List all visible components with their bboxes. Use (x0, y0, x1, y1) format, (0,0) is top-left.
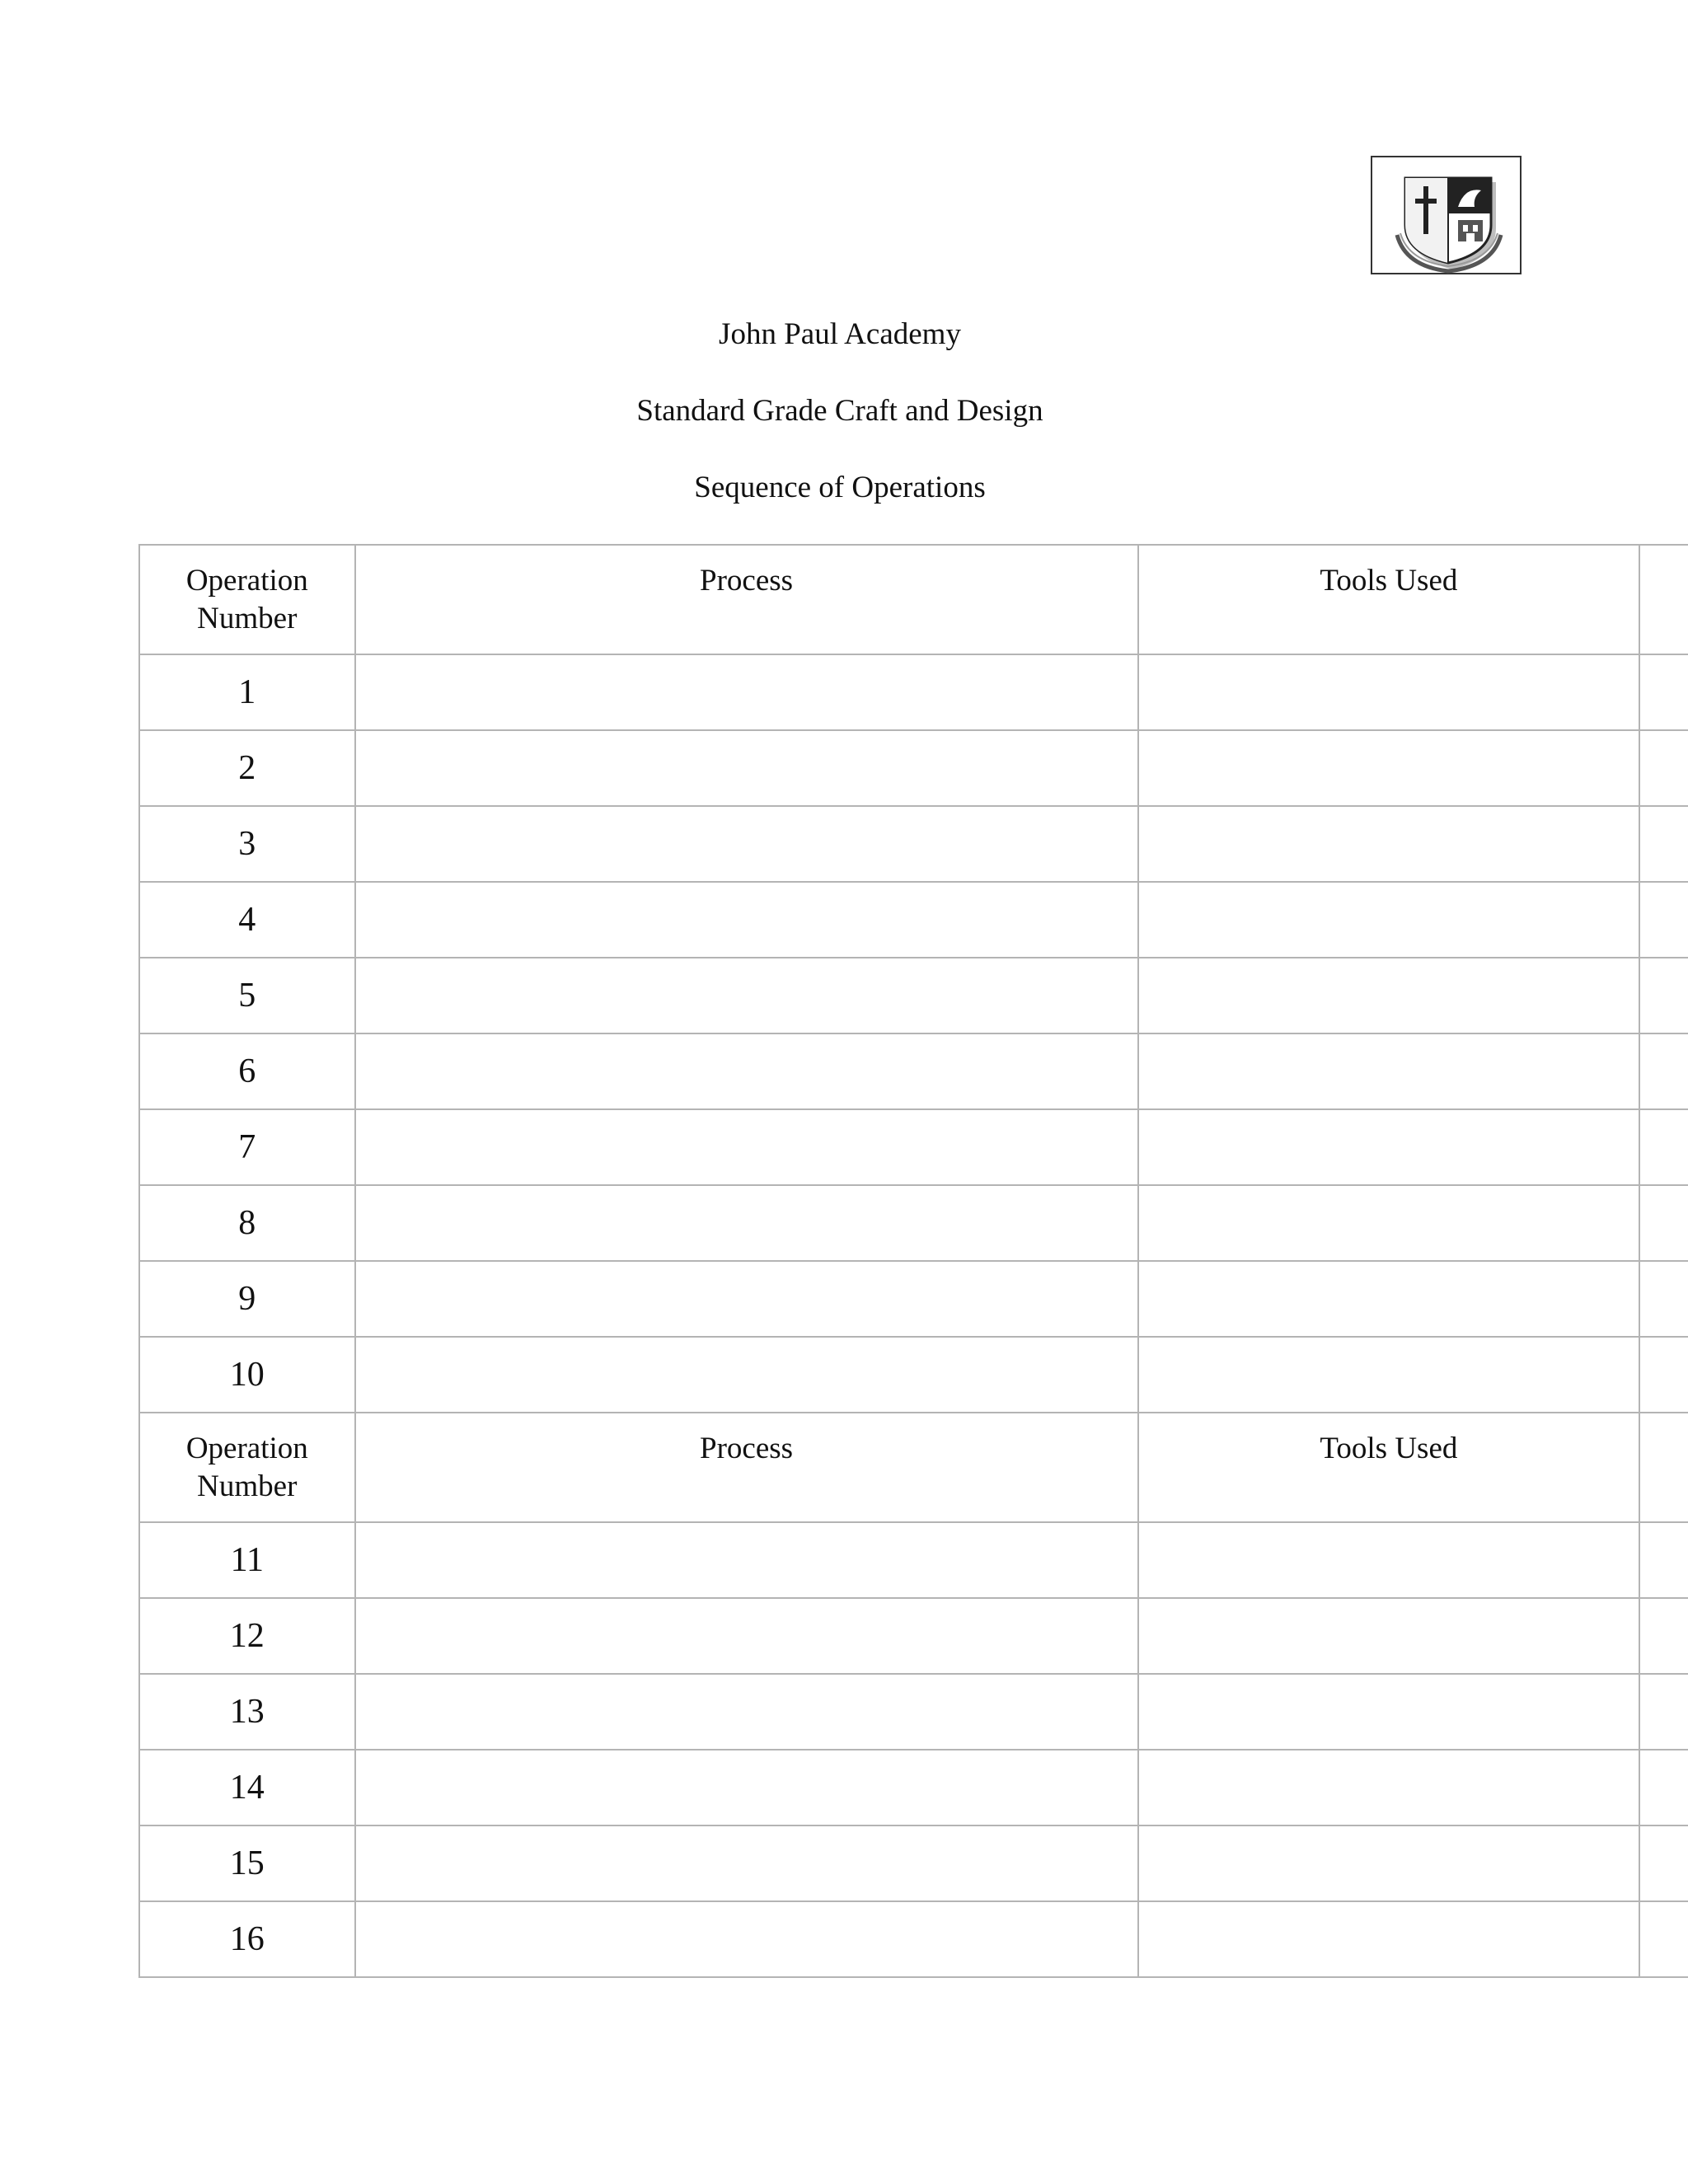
operations-table (138, 544, 1688, 1978)
column-header-operation-number (139, 1413, 355, 1522)
process-cell[interactable] (355, 654, 1138, 730)
extra-cell (1639, 1598, 1688, 1674)
table-row (139, 1522, 1688, 1598)
table-row (139, 1261, 1688, 1337)
table-row (139, 730, 1688, 806)
tools-used-cell[interactable] (1138, 1185, 1640, 1261)
table-row (139, 1825, 1688, 1901)
operation-number-cell: 4 (139, 882, 355, 958)
page-title: Sequence of Operations (694, 471, 986, 504)
extra-cell (1639, 1185, 1688, 1261)
process-cell[interactable] (355, 1337, 1138, 1413)
tools-used-cell[interactable] (1138, 1598, 1640, 1674)
operation-number-cell: 3 (139, 806, 355, 882)
process-cell[interactable] (355, 1750, 1138, 1825)
process-cell[interactable] (355, 882, 1138, 958)
operation-number-cell: 5 (139, 958, 355, 1033)
operation-number-cell: 7 (139, 1109, 355, 1185)
process-cell[interactable] (355, 730, 1138, 806)
process-cell[interactable] (355, 1109, 1138, 1185)
column-header-operation-number (139, 545, 355, 654)
tools-used-cell[interactable] (1138, 1750, 1640, 1825)
tools-used-cell[interactable] (1138, 958, 1640, 1033)
table-row (139, 654, 1688, 730)
operation-number-cell: 1 (139, 654, 355, 730)
tools-used-cell[interactable] (1138, 1674, 1640, 1750)
tools-used-cell[interactable] (1138, 1337, 1640, 1413)
school-crest (1371, 156, 1522, 274)
process-cell[interactable] (355, 1522, 1138, 1598)
table-row (139, 1033, 1688, 1109)
extra-cell (1639, 882, 1688, 958)
table-row (139, 1750, 1688, 1825)
table-row (139, 882, 1688, 958)
extra-cell (1639, 1901, 1688, 1977)
operation-number-cell: 10 (139, 1337, 355, 1413)
column-header-process: Process (355, 1413, 1138, 1522)
process-cell[interactable] (355, 1674, 1138, 1750)
extra-cell (1639, 1337, 1688, 1413)
process-cell[interactable] (355, 1825, 1138, 1901)
column-header-operation-number-line1: Operation (185, 564, 308, 598)
operation-number-cell: 8 (139, 1185, 355, 1261)
tools-used-cell[interactable] (1138, 882, 1640, 958)
table-row (139, 1337, 1688, 1413)
process-cell[interactable] (355, 958, 1138, 1033)
process-cell[interactable] (355, 1033, 1138, 1109)
column-header-extra (1639, 545, 1688, 654)
process-cell[interactable] (355, 1598, 1138, 1674)
operation-number-cell: 9 (139, 1261, 355, 1337)
tools-used-cell[interactable] (1138, 654, 1640, 730)
operation-number-cell: 16 (139, 1901, 355, 1977)
table-header-row (139, 545, 1688, 654)
column-header-operation-number-line2: Number (197, 602, 298, 635)
process-cell[interactable] (355, 1185, 1138, 1261)
operation-number-cell: 11 (139, 1522, 355, 1598)
operation-number-cell: 14 (139, 1750, 355, 1825)
course-title: Standard Grade Craft and Design (636, 394, 1043, 428)
column-header-operation-number-line1: Operation (185, 1432, 308, 1465)
table-row (139, 1901, 1688, 1977)
operation-number-cell: 6 (139, 1033, 355, 1109)
table-header-row (139, 1413, 1688, 1522)
extra-cell (1639, 1674, 1688, 1750)
extra-cell (1639, 1825, 1688, 1901)
operation-number-cell: 2 (139, 730, 355, 806)
extra-cell (1639, 958, 1688, 1033)
column-header-process: Process (355, 545, 1138, 654)
extra-cell (1639, 1033, 1688, 1109)
process-cell[interactable] (355, 1261, 1138, 1337)
process-cell[interactable] (355, 1901, 1138, 1977)
school-name: John Paul Academy (719, 317, 961, 351)
extra-cell (1639, 1109, 1688, 1185)
column-header-tools-used: Tools Used (1138, 545, 1640, 654)
tools-used-cell[interactable] (1138, 730, 1640, 806)
table-row (139, 1598, 1688, 1674)
tools-used-cell[interactable] (1138, 806, 1640, 882)
operation-number-cell: 13 (139, 1674, 355, 1750)
tools-used-cell[interactable] (1138, 1033, 1640, 1109)
table-row (139, 1674, 1688, 1750)
extra-cell (1639, 1522, 1688, 1598)
extra-cell (1639, 806, 1688, 882)
operation-number-cell: 12 (139, 1598, 355, 1674)
tools-used-cell[interactable] (1138, 1825, 1640, 1901)
tools-used-cell[interactable] (1138, 1522, 1640, 1598)
extra-cell (1639, 1750, 1688, 1825)
column-header-tools-used: Tools Used (1138, 1413, 1640, 1522)
extra-cell (1639, 654, 1688, 730)
table-row (139, 958, 1688, 1033)
tools-used-cell[interactable] (1138, 1901, 1640, 1977)
column-header-operation-number-line2: Number (197, 1469, 298, 1503)
process-cell[interactable] (355, 806, 1138, 882)
table-row (139, 1185, 1688, 1261)
extra-cell (1639, 730, 1688, 806)
operation-number-cell: 15 (139, 1825, 355, 1901)
tools-used-cell[interactable] (1138, 1261, 1640, 1337)
extra-cell (1639, 1261, 1688, 1337)
school-crest-icon (1372, 157, 1523, 276)
table-row (139, 806, 1688, 882)
tools-used-cell[interactable] (1138, 1109, 1640, 1185)
column-header-extra (1639, 1413, 1688, 1522)
table-row (139, 1109, 1688, 1185)
